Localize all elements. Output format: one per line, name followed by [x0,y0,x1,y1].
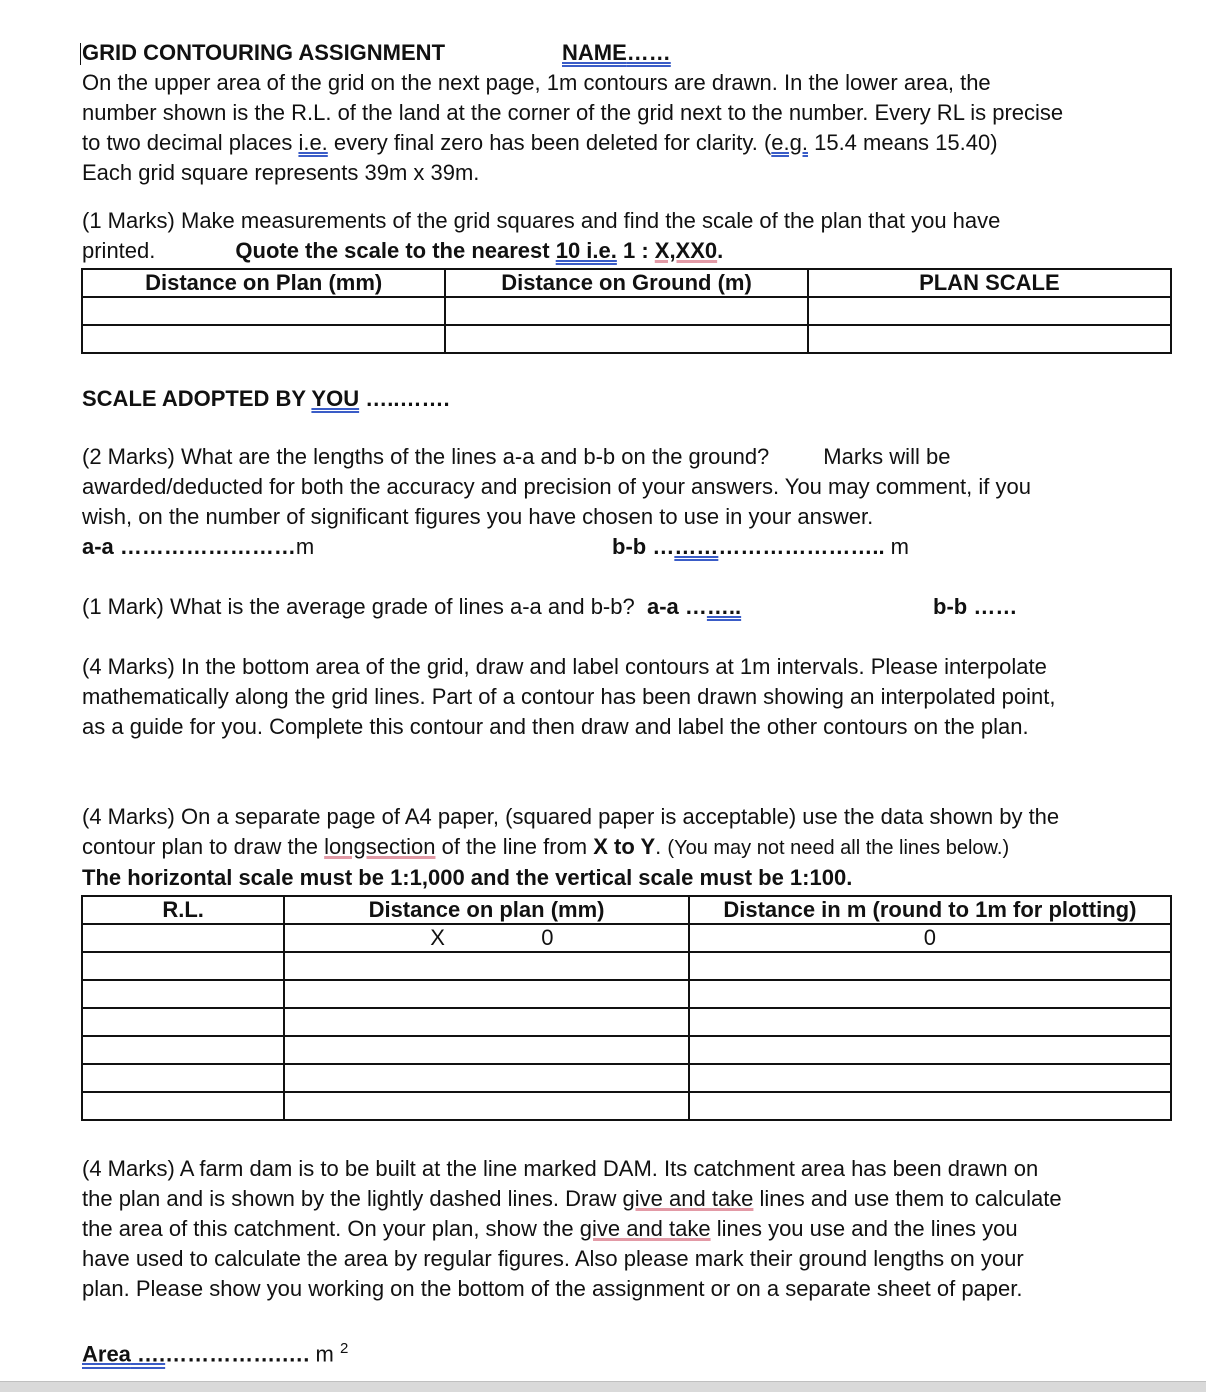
header-rl: R.L. [82,896,284,924]
scale-table [81,268,1172,354]
q2-line-1: (2 Marks) What are the lengths of the lines a-a and b-b on the ground? Marks will be [82,444,951,469]
q3-text: (1 Mark) What is the average grade of lines a-a and b-b? [82,594,635,619]
q5-line-3: The horizontal scale must be 1:1,000 and the vertical scale must be 1:100. [82,865,853,890]
table-row[interactable] [82,1092,1171,1120]
assignment-title: GRID CONTOURING ASSIGNMENT [82,40,446,65]
x-point-label: X [430,925,445,950]
intro-line-1: On the upper area of the grid on the next page, 1m contours are drawn. In the lower area, the [82,70,991,95]
name-field[interactable] [562,38,671,68]
q6-line-4: have used to calculate the area by regular figures. Also please mark their ground lengths on your [82,1246,1024,1271]
scale-table-header [82,269,1171,297]
q1-line-1: (1 Marks) Make measurements of the grid squares and find the scale of the plan that you have [82,208,1001,233]
header-distance-m: Distance in m (round to 1m for plotting) [689,896,1171,924]
q5-line-1: (4 Marks) On a separate page of A4 paper, (squared paper is acceptable) use the data shown by the [82,804,1060,829]
q4-line-2: mathematically along the grid lines. Part of a contour has been drawn showing an interpolated point, [82,684,1056,709]
area-field[interactable]: Area ….…………….…. m $^2$ [82,1340,349,1367]
q1-line-2: printed. Quote the scale to the nearest 10 i.e. 1 : X,XX0. [82,238,724,263]
table-row[interactable] [82,924,1171,952]
table-row[interactable] [82,1036,1171,1064]
bb-length-field[interactable]: b-b ………………………….. m [612,534,909,559]
question-1 [82,206,1172,266]
intro-line-2: number shown is the R.L. of the land at the corner of the grid next to the number. Every RL is precise [82,100,1064,125]
scale-adopted[interactable] [82,384,1172,414]
q6-line-3: the area of this catchment. On your plan, show the give and take lines you use and the lines you [82,1216,1018,1241]
scale-adopted-label: SCALE ADOPTED BY [82,386,312,411]
table-row[interactable] [82,325,1171,353]
question-5 [82,802,1172,893]
x-plan-distance: 0 [541,925,554,950]
q2-line-3: wish, on the number of significant figures you have chosen to use in your answer. [82,504,874,529]
q3-aa-field[interactable]: a-a …….. [646,594,742,619]
intro-paragraph [82,68,1172,188]
table-row[interactable] [82,297,1171,325]
question-2 [82,442,1172,562]
header-distance-plan: Distance on Plan (mm) [82,269,445,297]
assignment-heading [82,38,671,68]
scale-adopted-dots: …..……. [359,386,450,411]
name-dots: …… [626,40,671,65]
q2-line-2: awarded/deducted for both the accuracy and precision of your answers. You may comment, if you [82,474,1031,499]
table-row[interactable] [82,952,1171,980]
q3-bb-field[interactable]: b-b …… [933,594,1018,619]
name-label: NAME [562,40,627,65]
q6-line-2: the plan and is shown by the lightly dashed lines. Draw give and take lines and use them to calculate [82,1186,1062,1211]
aa-length-field[interactable]: a-a ……………………m [82,534,315,559]
table-row[interactable] [82,1064,1171,1092]
x-ground-distance: 0 [689,924,1171,952]
q6-line-1: (4 Marks) A farm dam is to be built at the line marked DAM. Its catchment area has been drawn on [82,1156,1039,1181]
header-distance-plan-mm: Distance on plan (mm) [284,896,689,924]
area-label: Area [82,1341,131,1367]
longsection-table-header [82,896,1171,924]
scale-adopted-you: YOU [311,386,360,411]
question-3 [82,592,1172,622]
header-distance-ground: Distance on Ground (m) [445,269,807,297]
q5-line-2: contour plan to draw the longsection of the line from X to Y. (You may not need all the lines below.) [82,834,1010,859]
page-bottom-bar [0,1381,1206,1392]
q4-line-3: as a guide for you. Complete this contour and then draw and label the other contours on the plan. [82,714,1029,739]
table-row[interactable] [82,980,1171,1008]
text-cursor [80,43,81,65]
header-plan-scale: PLAN SCALE [808,269,1171,297]
table-row[interactable] [82,1008,1171,1036]
q6-line-5: plan. Please show you working on the bottom of the assignment or on a separate sheet of paper. [82,1276,1023,1301]
question-6 [82,1154,1172,1304]
area-unit: m [315,1341,334,1367]
longsection-table [81,895,1172,1121]
question-4 [82,652,1172,742]
intro-line-4: Each grid square represents 39m x 39m. [82,160,480,185]
q4-line-1: (4 Marks) In the bottom area of the grid, draw and label contours at 1m intervals. Please interpolate [82,654,1047,679]
intro-line-3: to two decimal places i.e. every final zero has been deleted for clarity. (e.g. 15.4 means 15.40) [82,130,998,155]
